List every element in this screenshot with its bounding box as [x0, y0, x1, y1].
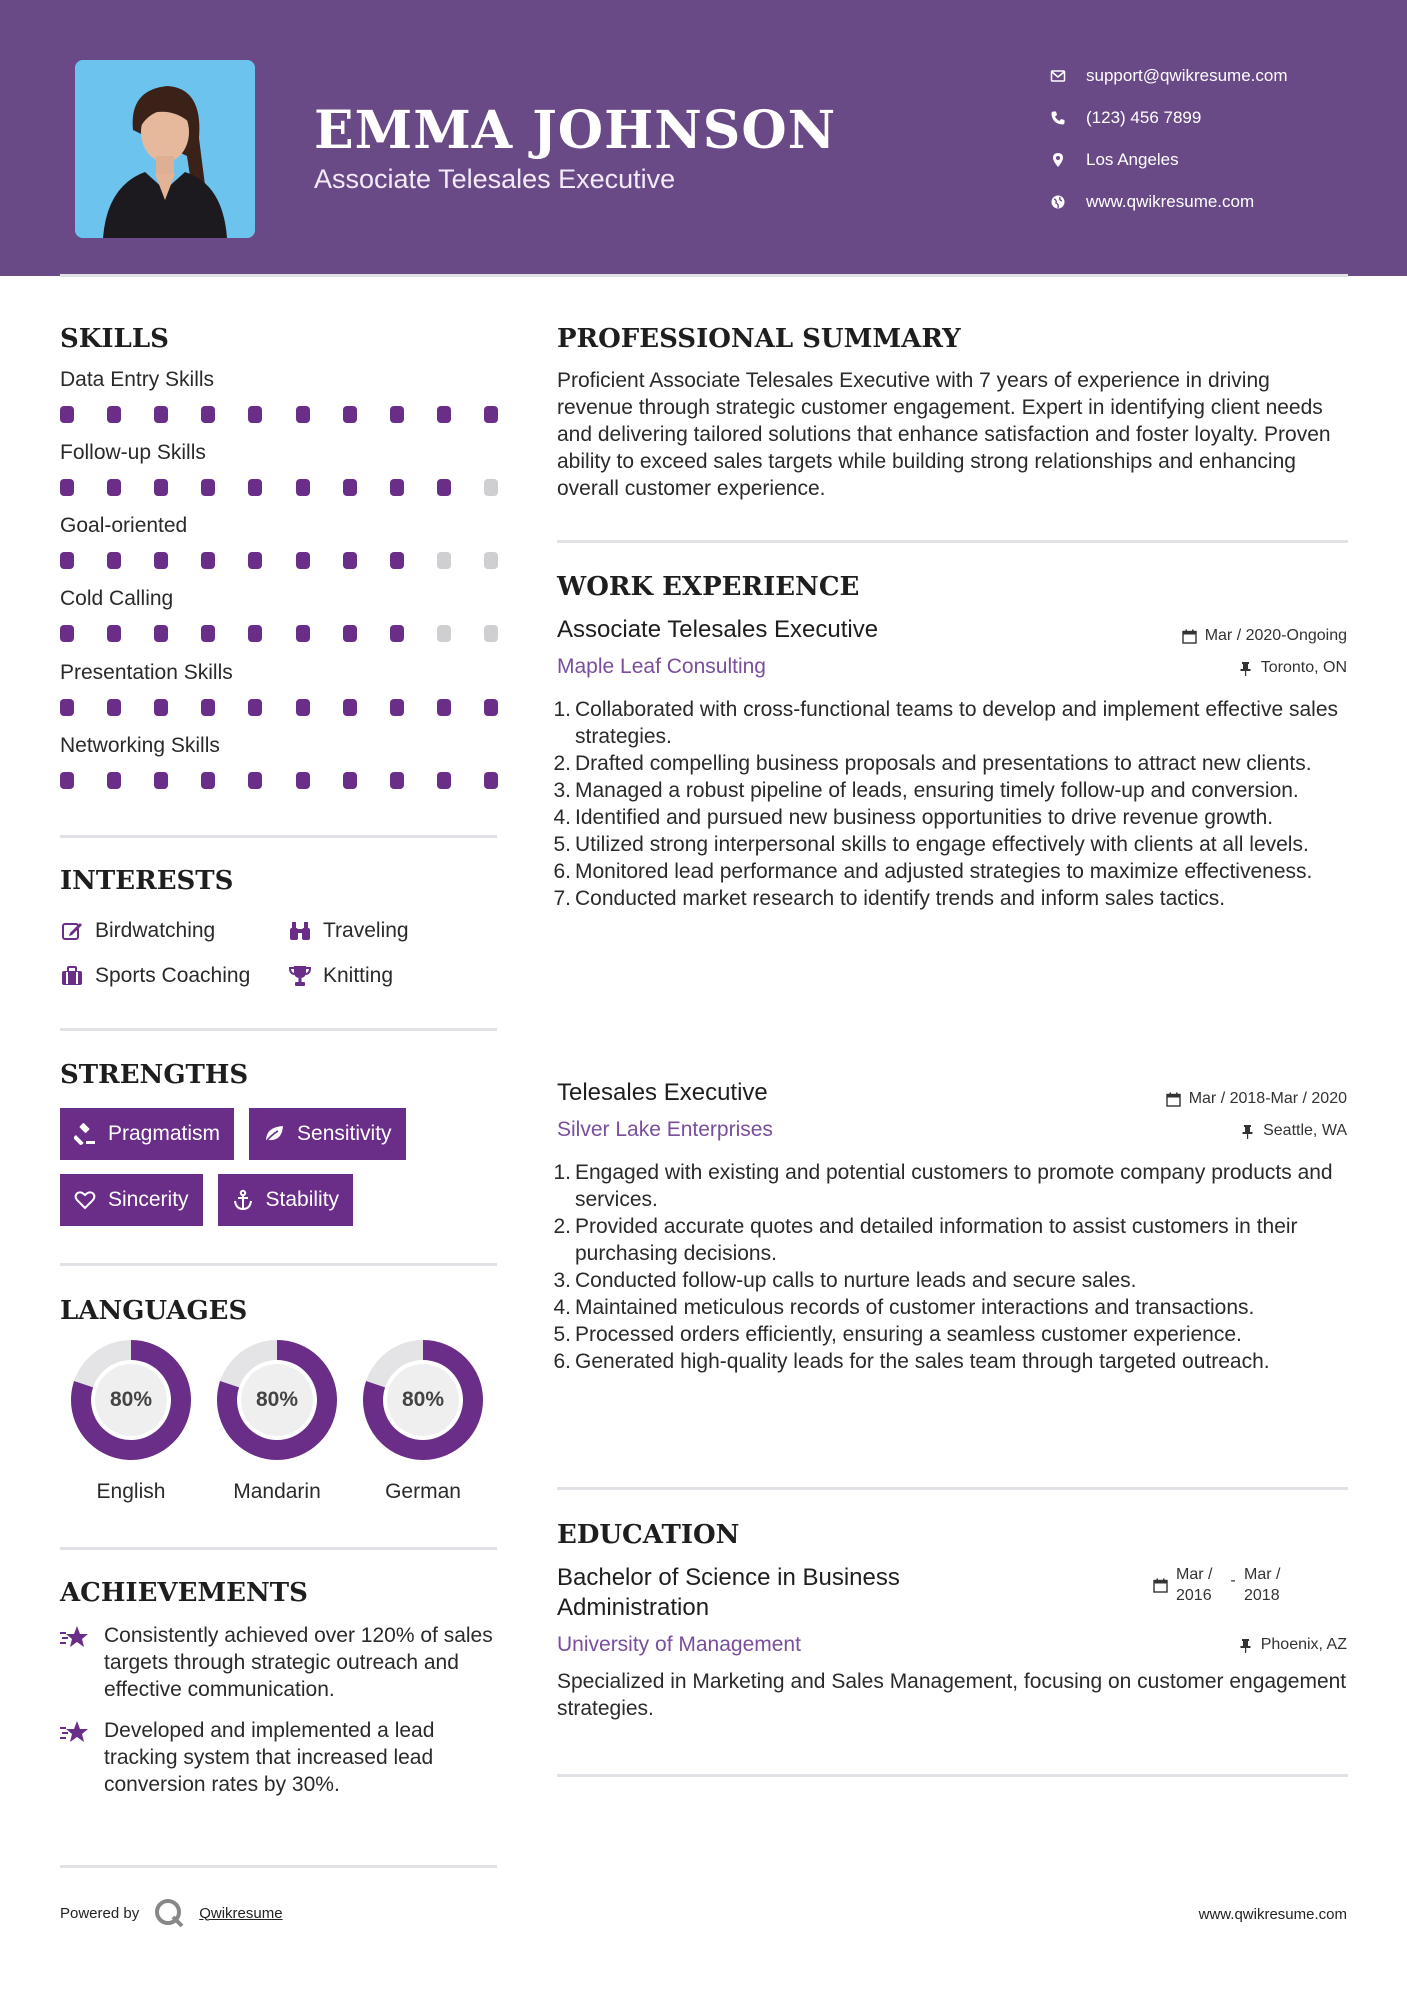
edit-icon: [60, 919, 84, 943]
strengths-list: [60, 1108, 500, 1240]
bullet-text: Managed a robust pipeline of leads, ensuring timely follow-up and conversion.: [575, 779, 1299, 802]
bullet-number: 3.: [553, 1269, 571, 1292]
language-item: [204, 1338, 350, 1504]
job-bullet: [552, 1294, 1352, 1321]
skill-dot-filled: [343, 552, 357, 569]
job-bullet: [552, 777, 1352, 804]
contact-website[interactable]: [1050, 181, 1288, 223]
skill-rating: [60, 625, 498, 642]
skill-dot-filled: [60, 772, 74, 789]
bullet-number: 5.: [553, 1323, 571, 1346]
skill-dot-filled: [107, 699, 121, 716]
skill-dot-filled: [201, 772, 215, 789]
bullet-number: 2.: [553, 1215, 571, 1238]
bullet-text: Generated high-quality leads for the sales team through targeted outreach.: [575, 1350, 1270, 1373]
skill-dot-filled: [248, 479, 262, 496]
language-percent: 80%: [401, 1388, 445, 1411]
achievement-text: Consistently achieved over 120% of sales targets through strategic outreach and effective communication.: [104, 1624, 493, 1701]
job-bullet: [552, 1213, 1352, 1267]
bullet-number: 1.: [553, 698, 571, 721]
candidate-name: EMMA JOHNSON: [314, 100, 837, 161]
language-name: Mandarin: [233, 1480, 321, 1503]
bullet-text: Processed orders efficiently, ensuring a seamless customer experience.: [575, 1323, 1242, 1346]
skill-dot-empty: [484, 552, 498, 569]
resume-header: [0, 0, 1407, 276]
interest-label: Knitting: [323, 963, 394, 987]
bullet-number: 5.: [553, 833, 571, 856]
divider: [557, 1487, 1348, 1490]
education-dates: [1153, 1564, 1290, 1606]
bullet-text: Drafted compelling business proposals and presentations to attract new clients.: [575, 752, 1312, 775]
calendar-icon: [1182, 629, 1197, 644]
skill-label: Follow-up Skills: [60, 441, 206, 464]
skill-item: [60, 368, 500, 423]
strength-label: Sincerity: [108, 1188, 189, 1211]
school-name: University of Management: [557, 1633, 801, 1656]
leaf-icon: [263, 1123, 285, 1145]
bullet-text: Maintained meticulous records of customer interactions and transactions.: [575, 1296, 1255, 1319]
skill-dot-filled: [484, 406, 498, 423]
skill-dot-filled: [296, 479, 310, 496]
contact-location: [1050, 139, 1288, 181]
languages-heading: LANGUAGES: [60, 1296, 248, 1326]
languages-list: [58, 1338, 496, 1504]
interests-list: [60, 908, 500, 998]
skill-dot-filled: [154, 406, 168, 423]
skill-dot-filled: [154, 625, 168, 642]
bullet-number: 2.: [553, 752, 571, 775]
experience-heading: WORK EXPERIENCE: [557, 572, 860, 602]
divider: [557, 540, 1348, 543]
job-dates: [1166, 1090, 1347, 1108]
strength-tag: [60, 1108, 234, 1160]
job-title: Associate Telesales Executive: [557, 616, 879, 643]
achievement-item: [60, 1717, 500, 1798]
candidate-role: Associate Telesales Executive: [314, 164, 676, 194]
skill-dot-filled: [107, 552, 121, 569]
education-heading: EDUCATION: [557, 1520, 740, 1550]
skill-item: [60, 587, 500, 642]
skill-dot-filled: [390, 772, 404, 789]
star-icon: [60, 1624, 90, 1652]
skill-dot-filled: [437, 772, 451, 789]
language-item: [58, 1338, 204, 1504]
skill-dot-filled: [248, 552, 262, 569]
education-location-text: Phoenix, AZ: [1260, 1636, 1347, 1653]
calendar-icon: [1153, 1578, 1168, 1593]
skill-dot-filled: [248, 699, 262, 716]
interest-item: [288, 919, 409, 943]
skill-label: Networking Skills: [60, 734, 220, 757]
skill-dot-filled: [107, 479, 121, 496]
skill-label: Cold Calling: [60, 587, 174, 610]
interest-item: [288, 964, 393, 988]
bullet-number: 6.: [553, 1350, 571, 1373]
bullet-text: Engaged with existing and potential customers to promote company products and services.: [575, 1161, 1333, 1211]
degree-title: Bachelor of Science in Business Administration: [557, 1564, 900, 1621]
skill-rating: [60, 552, 498, 569]
skill-dot-filled: [60, 552, 74, 569]
skill-dot-filled: [296, 699, 310, 716]
strength-label: Pragmatism: [108, 1122, 221, 1145]
achievements-heading: ACHIEVEMENTS: [60, 1578, 308, 1608]
interests-heading: INTERESTS: [60, 866, 234, 896]
bullet-text: Monitored lead performance and adjusted strategies to maximize effectiveness.: [575, 860, 1313, 883]
divider: [60, 1028, 497, 1031]
language-donut: [361, 1338, 485, 1462]
star-icon: [60, 1719, 90, 1747]
brand-link[interactable]: Qwikresume: [199, 1904, 283, 1922]
education-description: Specialized in Marketing and Sales Management, focusing on customer engagement strategies.: [557, 1670, 1347, 1720]
contact-phone[interactable]: [1050, 97, 1288, 139]
skill-item: [60, 661, 500, 716]
skill-dot-filled: [484, 772, 498, 789]
bullet-text: Conducted market research to identify trends and inform sales tactics.: [575, 887, 1226, 910]
skill-dot-empty: [484, 625, 498, 642]
job-dates: [1182, 627, 1347, 645]
summary-text: Proficient Associate Telesales Executive with 7 years of experience in driving revenue through strategic customer engagement. Expert in identifying client needs and delivering tailored solutions that enhance satisfaction and foster loyalty. Proven ability to exceed sales targets while building strong relationships and enhancing overall customer experience.: [557, 369, 1331, 500]
footer-website[interactable]: www.qwikresume.com: [1198, 1906, 1347, 1923]
gavel-icon: [74, 1123, 96, 1145]
language-donut: [215, 1338, 339, 1462]
pin-icon: [1238, 1638, 1253, 1653]
skill-dot-filled: [60, 479, 74, 496]
skill-dot-empty: [484, 479, 498, 496]
job-title: Telesales Executive: [557, 1079, 768, 1106]
language-name: English: [96, 1480, 166, 1503]
date-separator: -: [1230, 1572, 1236, 1589]
divider: [60, 835, 497, 838]
achievement-item: [60, 1622, 500, 1703]
skill-dot-filled: [60, 406, 74, 423]
contact-list: [1050, 55, 1288, 223]
skill-dot-filled: [296, 625, 310, 642]
envelope-icon: [1050, 68, 1086, 84]
divider: [60, 1865, 497, 1868]
contact-location-text: Los Angeles: [1086, 150, 1179, 169]
job-bullet: [552, 696, 1352, 750]
powered-by-text: Powered by: [60, 1904, 140, 1922]
map-pin-icon: [1050, 152, 1086, 168]
skill-dot-filled: [343, 699, 357, 716]
education-location: [1238, 1636, 1347, 1654]
summary-heading: PROFESSIONAL SUMMARY: [557, 324, 961, 354]
profile-photo: [75, 60, 255, 238]
skill-dot-filled: [248, 406, 262, 423]
skill-dot-filled: [390, 552, 404, 569]
skill-item: [60, 514, 500, 569]
bullet-text: Provided accurate quotes and detailed information to assist customers in their purchasing decisions.: [575, 1215, 1298, 1265]
skill-dot-filled: [60, 699, 74, 716]
strength-tag: [249, 1108, 406, 1160]
bullet-text: Utilized strong interpersonal skills to engage effectively with clients at all levels.: [575, 833, 1309, 856]
skill-dot-filled: [343, 625, 357, 642]
strength-label: Stability: [265, 1188, 340, 1211]
skill-rating: [60, 699, 498, 716]
skill-rating: [60, 479, 498, 496]
bullet-text: Collaborated with cross-functional teams to develop and implement effective sales strategies.: [575, 698, 1339, 748]
skill-dot-filled: [154, 479, 168, 496]
job-location-text: Toronto, ON: [1260, 659, 1347, 676]
language-item: [350, 1338, 496, 1504]
language-name: German: [385, 1480, 461, 1503]
contact-email-text: support@qwikresume.com: [1086, 66, 1288, 85]
strength-tag: [60, 1174, 203, 1226]
skill-label: Data Entry Skills: [60, 368, 215, 391]
interest-label: Sports Coaching: [95, 963, 251, 987]
skill-dot-filled: [154, 552, 168, 569]
job-bullets: [552, 1159, 1352, 1375]
language-percent: 80%: [109, 1388, 153, 1411]
language-percent: 80%: [255, 1388, 299, 1411]
skill-label: Goal-oriented: [60, 514, 188, 537]
divider: [60, 1547, 497, 1550]
skill-rating: [60, 772, 498, 789]
skills-heading: SKILLS: [60, 324, 169, 354]
skill-dot-filled: [390, 479, 404, 496]
skill-dot-filled: [201, 479, 215, 496]
interest-item: [60, 964, 280, 988]
skill-dot-filled: [390, 625, 404, 642]
job-bullets: [552, 696, 1352, 912]
bullet-text: Conducted follow-up calls to nurture leads and secure sales.: [575, 1269, 1137, 1292]
divider: [557, 1774, 1348, 1777]
skill-dot-filled: [201, 699, 215, 716]
skill-dot-filled: [248, 772, 262, 789]
skill-label: Presentation Skills: [60, 661, 233, 684]
skill-dot-empty: [437, 552, 451, 569]
skill-dot-filled: [390, 699, 404, 716]
job-bullet: [552, 804, 1352, 831]
education-date-start: Mar / 2016: [1176, 1566, 1213, 1604]
job-location: [1238, 659, 1347, 677]
interest-label: Traveling: [323, 918, 409, 942]
bullet-text: Identified and pursued new business opportunities to drive revenue growth.: [575, 806, 1274, 829]
skill-item: [60, 734, 500, 789]
skill-dot-filled: [296, 552, 310, 569]
bullet-number: 6.: [553, 860, 571, 883]
pin-icon: [1240, 1124, 1255, 1139]
contact-email[interactable]: [1050, 55, 1288, 97]
divider: [60, 1263, 497, 1266]
achievement-text: Developed and implemented a lead tracking system that increased lead conversion rates by 30%.: [104, 1719, 435, 1796]
heart-icon: [74, 1189, 96, 1211]
job-location: [1240, 1122, 1347, 1140]
skill-dot-filled: [484, 699, 498, 716]
skill-dot-filled: [154, 699, 168, 716]
skill-dot-filled: [437, 699, 451, 716]
language-donut: [69, 1338, 193, 1462]
skill-dot-empty: [437, 625, 451, 642]
skill-dot-filled: [248, 625, 262, 642]
company-name: Maple Leaf Consulting: [557, 655, 766, 678]
skill-dot-filled: [201, 406, 215, 423]
footer-powered-by: [60, 1897, 283, 1929]
bullet-number: 1.: [553, 1161, 571, 1184]
job-bullet: [552, 858, 1352, 885]
skill-dot-filled: [107, 772, 121, 789]
job-bullet: [552, 1267, 1352, 1294]
skill-dot-filled: [201, 625, 215, 642]
job-dates-text: Mar / 2018-Mar / 2020: [1188, 1090, 1347, 1107]
bullet-number: 4.: [553, 806, 571, 829]
skill-dot-filled: [107, 625, 121, 642]
job-bullet: [552, 885, 1352, 912]
skill-dot-filled: [390, 406, 404, 423]
anchor-icon: [232, 1189, 254, 1211]
bullet-number: 3.: [553, 779, 571, 802]
skill-dot-filled: [107, 406, 121, 423]
briefcase-icon: [60, 964, 84, 988]
job-bullet: [552, 1159, 1352, 1213]
contact-phone-text: (123) 456 7899: [1086, 108, 1202, 127]
skill-dot-filled: [437, 406, 451, 423]
strength-tag: [218, 1174, 354, 1226]
strength-label: Sensitivity: [297, 1122, 392, 1145]
skill-dot-filled: [343, 406, 357, 423]
bullet-number: 7.: [553, 887, 571, 910]
skill-item: [60, 441, 500, 496]
job-bullet: [552, 831, 1352, 858]
skill-dot-filled: [343, 772, 357, 789]
skill-rating: [60, 406, 498, 423]
job-bullet: [552, 1321, 1352, 1348]
job-dates-text: Mar / 2020-Ongoing: [1204, 627, 1347, 644]
job-location-text: Seattle, WA: [1263, 1122, 1347, 1139]
skill-dot-filled: [296, 772, 310, 789]
binoculars-icon: [288, 919, 312, 943]
header-divider: [60, 274, 1348, 277]
skill-dot-filled: [437, 479, 451, 496]
skill-dot-filled: [60, 625, 74, 642]
achievements-list: [60, 1622, 500, 1812]
job-bullet: [552, 750, 1352, 777]
skill-dot-filled: [154, 772, 168, 789]
qwikresume-logo-icon: [153, 1897, 185, 1929]
skill-dot-filled: [343, 479, 357, 496]
trophy-icon: [288, 964, 312, 988]
pin-icon: [1238, 661, 1253, 676]
company-name: Silver Lake Enterprises: [557, 1118, 773, 1141]
interest-item: [60, 919, 280, 943]
strengths-heading: STRENGTHS: [60, 1060, 249, 1090]
skill-dot-filled: [296, 406, 310, 423]
bullet-number: 4.: [553, 1296, 571, 1319]
globe-icon: [1050, 194, 1086, 210]
job-bullet: [552, 1348, 1352, 1375]
education-date-end: Mar / 2018: [1244, 1566, 1281, 1604]
contact-website-text: www.qwikresume.com: [1086, 192, 1255, 211]
calendar-icon: [1166, 1092, 1181, 1107]
phone-icon: [1050, 110, 1086, 126]
skill-dot-filled: [201, 552, 215, 569]
interest-label: Birdwatching: [95, 918, 216, 942]
